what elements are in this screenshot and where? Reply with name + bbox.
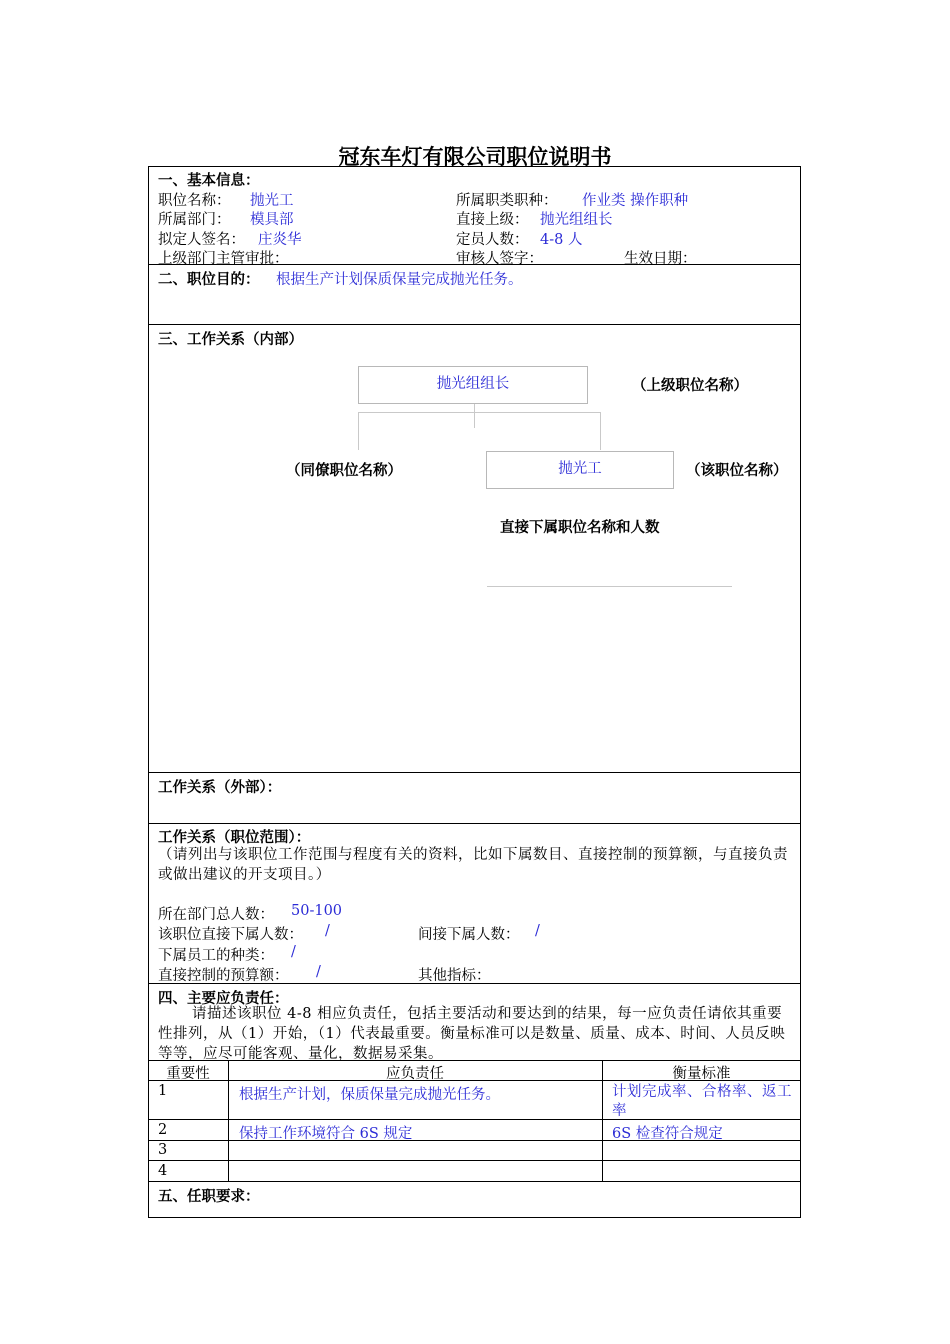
job-name-value: 抛光工: [250, 193, 294, 209]
col-header-importance: 重要性: [166, 1066, 210, 1082]
dept-label: 所属部门：: [158, 212, 231, 228]
self-box: 抛光工: [486, 451, 674, 489]
table-row4-line: [148, 1181, 801, 1182]
reviewer-label: 审核人签字：: [456, 251, 543, 267]
subordinate-line: [487, 586, 732, 587]
document-title: 冠东车灯有限公司职位说明书: [338, 144, 612, 169]
superior-note: （上级职位名称）: [632, 377, 748, 394]
org-peer-line: [358, 412, 359, 450]
internal-heading: 三、工作关系（内部）: [158, 331, 303, 348]
requirements-heading: 五、任职要求：: [158, 1188, 260, 1205]
basic-heading: 一、基本信息：: [158, 172, 260, 189]
duties-instructions: 请描述该职位 4-8 相应负责任，包括主要活动和要达到的结果，每一应负责任请依其重要性排列，从（1）开始，（1）代表最重要。衡量标准可以是数量、质量、成本、时间、人员反映等等，应尽可能客观、量化，数据易采集。: [158, 1006, 786, 1062]
approval-label: 上级部门主管审批：: [158, 251, 289, 267]
sub-type-label: 下属员工的种类：: [158, 948, 274, 964]
external-heading: 工作关系（外部）：: [158, 779, 282, 796]
supervisor-value: 抛光组组长: [540, 212, 613, 228]
dept-value: 模具部: [250, 212, 294, 228]
row-1-duty: 根据生产计划，保质保量完成抛光任务。: [239, 1087, 500, 1103]
col-header-duty: 应负责任: [386, 1066, 444, 1082]
indirect-sub-label: 间接下属人数：: [418, 927, 520, 943]
budget-value: /: [316, 964, 321, 980]
direct-sub-value: /: [325, 923, 330, 939]
indirect-sub-value: /: [535, 923, 540, 939]
row-1-measure: 计划完成率、合格率、返工率: [612, 1084, 792, 1119]
peer-note: （同僚职位名称）: [286, 462, 402, 479]
category-value: 作业类 操作职种: [582, 193, 689, 209]
category-label: 所属职类职种：: [456, 193, 558, 209]
headcount-label: 定员人数：: [456, 232, 529, 248]
superior-box: 抛光组组长: [358, 366, 588, 404]
divider-purpose: [148, 324, 801, 325]
supervisor-label: 直接上级：: [456, 212, 529, 228]
sub-type-value: /: [291, 944, 296, 960]
org-branch-line: [358, 412, 601, 413]
row-4-no: 4: [158, 1163, 168, 1179]
job-name-label: 职位名称：: [158, 193, 231, 209]
duties-heading: 四、主要应负责任：: [158, 990, 289, 1007]
divider-internal: [148, 772, 801, 773]
dept-total-label: 所在部门总人数：: [158, 907, 274, 923]
row-2-duty: 保持工作环境符合 6S 规定: [239, 1126, 413, 1142]
divider-external: [148, 823, 801, 824]
row-2-measure: 6S 检查符合规定: [612, 1126, 723, 1142]
effective-date-label: 生效日期：: [624, 251, 697, 267]
drafter-label: 拟定人签名：: [158, 232, 245, 248]
row-3-no: 3: [158, 1142, 168, 1158]
scope-instructions: （请列出与该职位工作范围与程度有关的资料，比如下属数目、直接控制的预算额，与直接负责或做出建议的开支项目。）: [158, 847, 788, 883]
headcount-value: 4-8 人: [540, 232, 583, 248]
other-label: 其他指标：: [418, 968, 491, 984]
subordinate-note: 直接下属职位名称和人数: [500, 519, 660, 536]
direct-sub-label: 该职位直接下属人数：: [158, 927, 303, 943]
col-header-measure: 衡量标准: [672, 1066, 731, 1082]
self-note: （该职位名称）: [686, 462, 788, 479]
row-1-no: 1: [158, 1083, 168, 1099]
drafter-value: 庄炎华: [258, 232, 302, 248]
purpose-text: 根据生产计划保质保量完成抛光任务。: [276, 272, 523, 288]
scope-heading: 工作关系（职位范围）：: [158, 829, 311, 846]
org-self-line: [600, 412, 601, 450]
org-connector: [474, 404, 475, 428]
dept-total-value: 50-100: [291, 903, 343, 919]
purpose-heading: 二、职位目的：: [158, 271, 260, 288]
row-2-no: 2: [158, 1122, 168, 1138]
table-row3-line: [148, 1160, 801, 1161]
budget-label: 直接控制的预算额：: [158, 968, 289, 984]
